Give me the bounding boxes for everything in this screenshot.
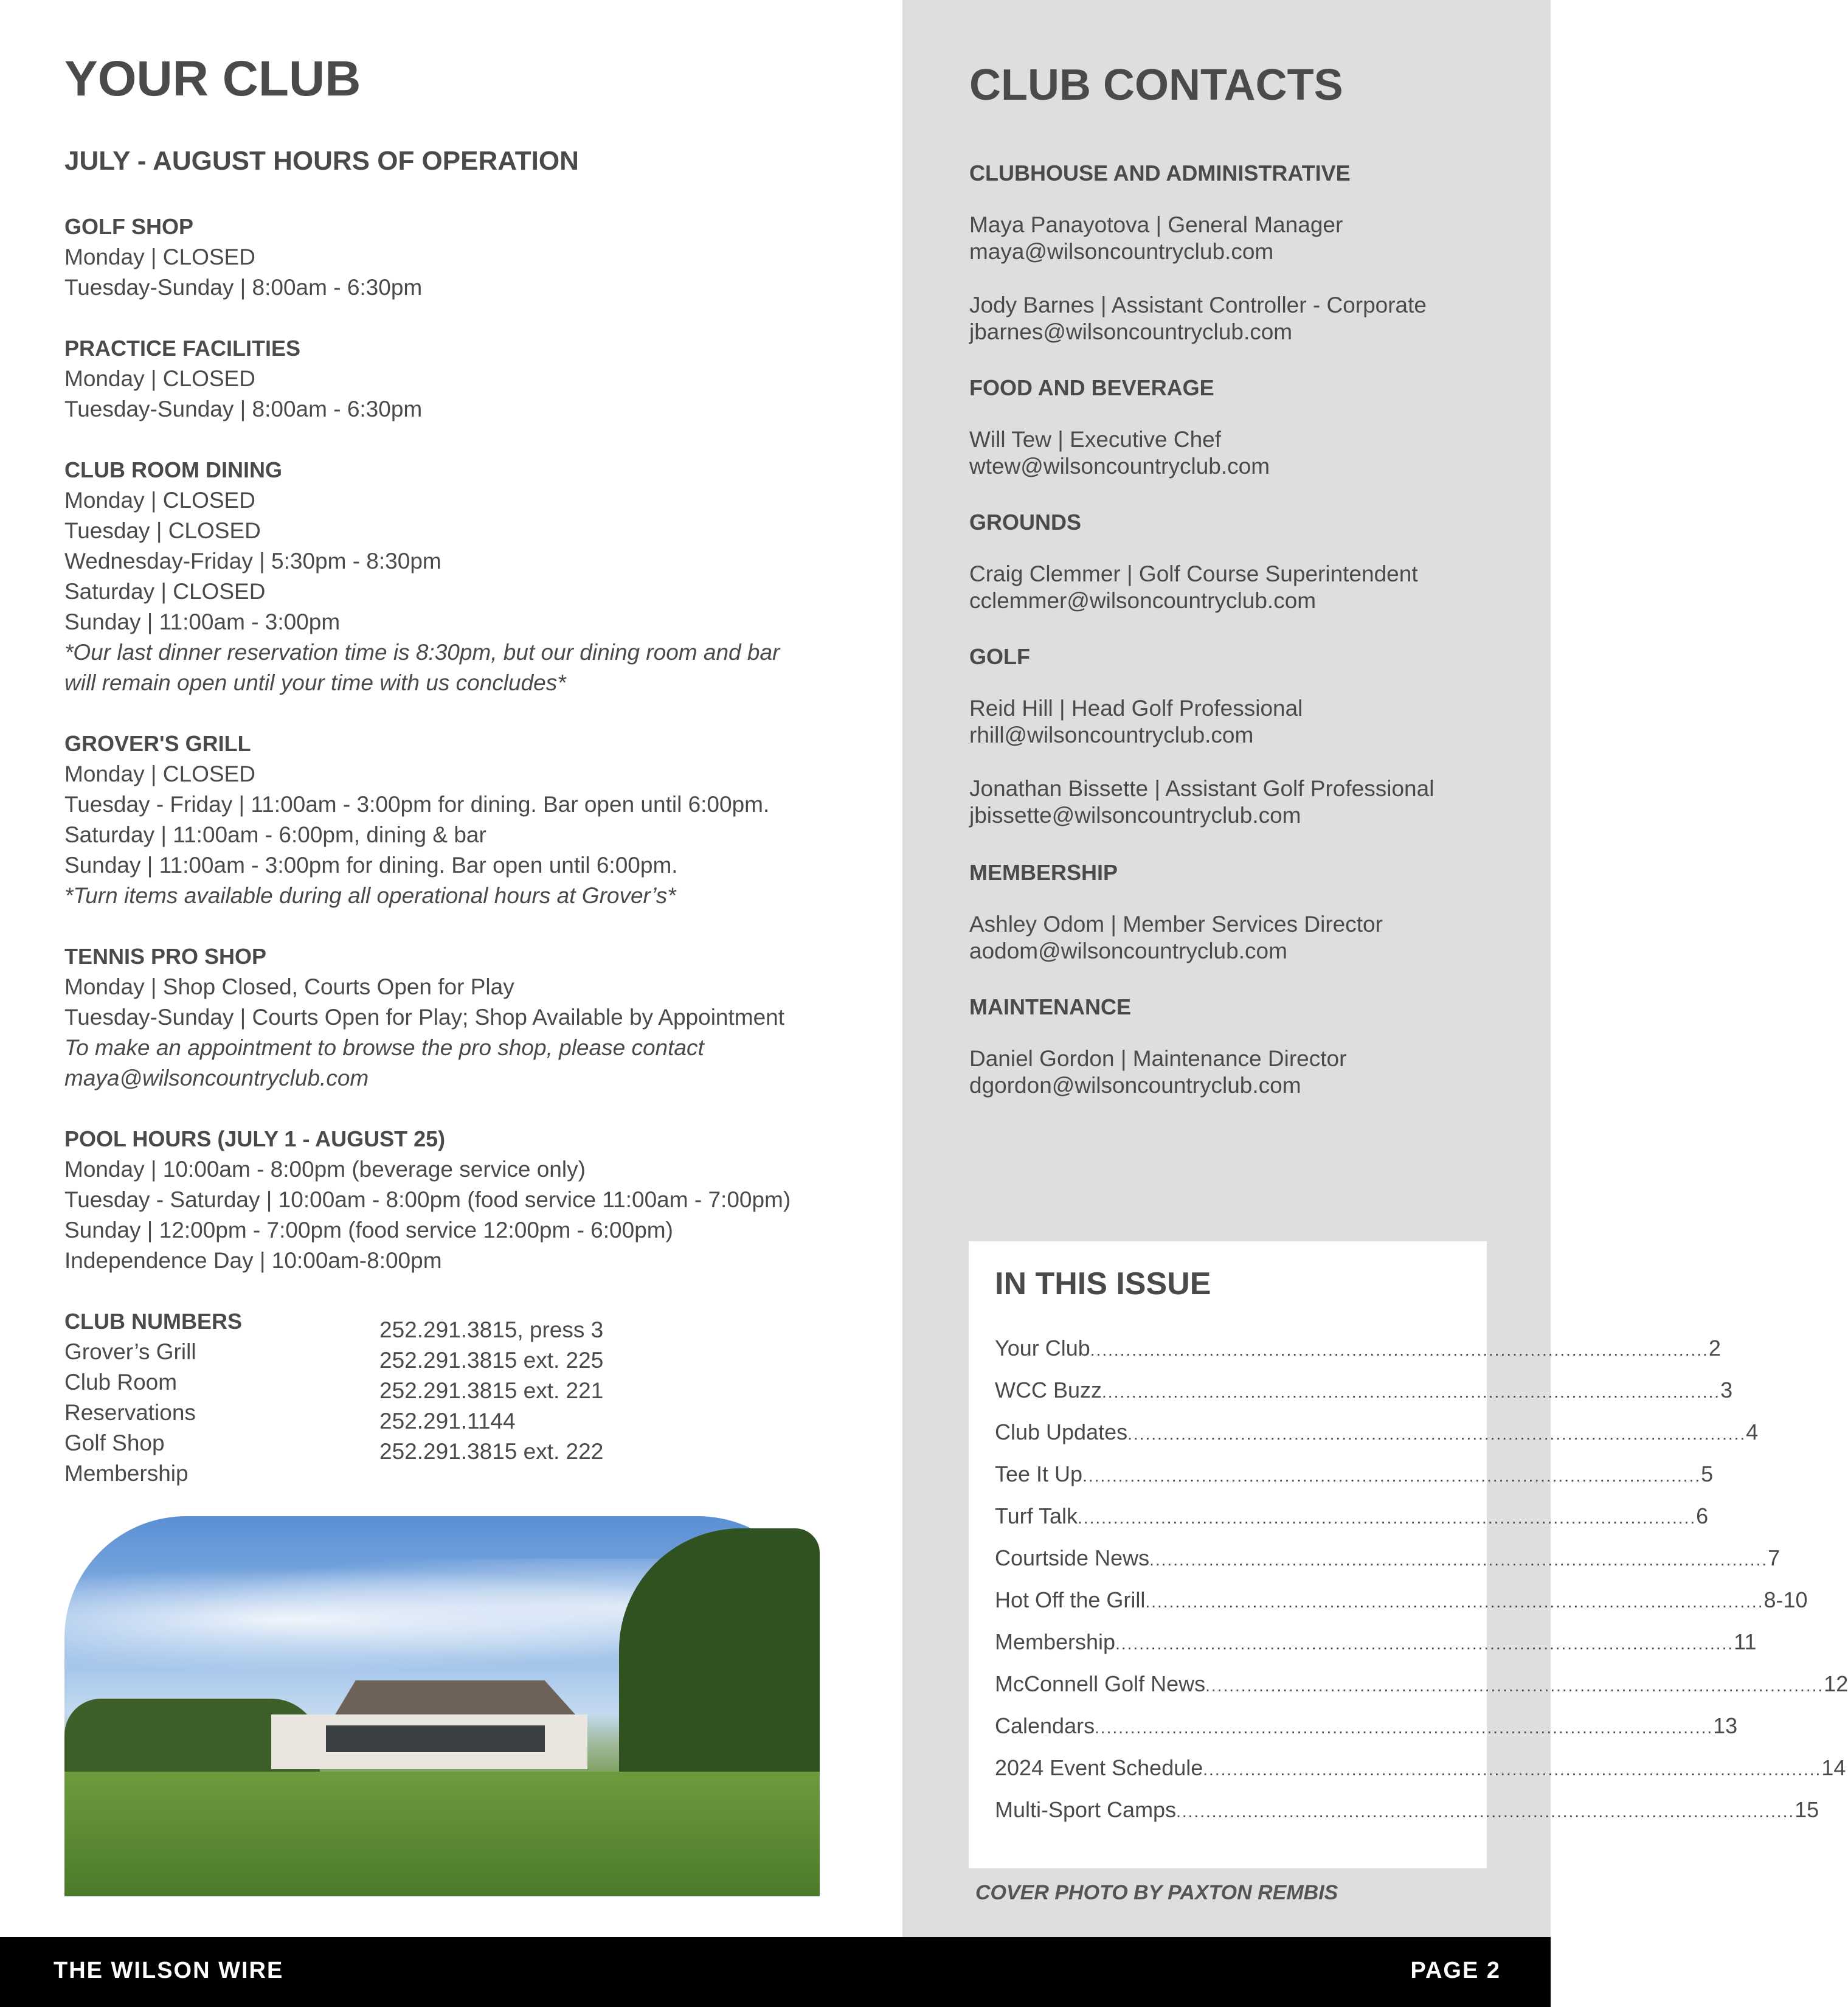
tennis-section xyxy=(64,941,867,1094)
toc-title: Calendars xyxy=(995,1713,1095,1738)
grill-note: *Turn items available during all operational hours at Grover’s* xyxy=(64,883,676,908)
hours-line: Monday | CLOSED xyxy=(64,244,255,269)
toc-leader: ........................................................................................................ xyxy=(1203,1760,1822,1779)
contact-name: Daniel Gordon | Maintenance Director xyxy=(969,1046,1347,1071)
toc-title: 2024 Event Schedule xyxy=(995,1755,1203,1780)
hours-line: Tuesday - Friday | 11:00am - 3:00pm for dining. Bar open until 6:00pm. xyxy=(64,792,770,817)
pool-section xyxy=(64,1124,867,1276)
clubhouse-building xyxy=(271,1680,587,1772)
toc-item[interactable] xyxy=(995,1498,1709,1540)
section-title: GOLF SHOP xyxy=(64,214,194,239)
number-label: Membership xyxy=(64,1461,189,1486)
contact-email-link[interactable]: wtew@wilsoncountryclub.com xyxy=(969,454,1270,479)
hours-line: Sunday | 12:00pm - 7:00pm (food service 12:00pm - 6:00pm) xyxy=(64,1218,673,1243)
toc-leader: ........................................................................................................ xyxy=(1090,1340,1709,1359)
toc-page: 12 xyxy=(1824,1671,1848,1696)
contact-email-link[interactable]: jbarnes@wilsoncountryclub.com xyxy=(969,319,1293,344)
toc-item[interactable] xyxy=(995,1708,1738,1750)
hours-line: Sunday | 11:00am - 3:00pm for dining. Bar open until 6:00pm. xyxy=(64,853,678,878)
contact-section-title: MAINTENANCE xyxy=(969,994,1131,1019)
toc-item[interactable] xyxy=(995,1372,1733,1414)
toc-page: 11 xyxy=(1734,1629,1757,1654)
page-title: YOUR CLUB xyxy=(64,51,361,106)
toc-title: Multi-Sport Camps xyxy=(995,1797,1177,1822)
toc-title: Your Club xyxy=(995,1336,1090,1361)
section-title: PRACTICE FACILITIES xyxy=(64,336,301,361)
contact-email-link[interactable]: jbissette@wilsoncountryclub.com xyxy=(969,803,1301,828)
publication-name: THE WILSON WIRE xyxy=(54,1958,284,1983)
hours-line: Independence Day | 10:00am-8:00pm xyxy=(64,1248,442,1273)
toc-title: Hot Off the Grill xyxy=(995,1587,1146,1612)
toc-leader: ........................................................................................................ xyxy=(1115,1634,1734,1653)
contact-email-link[interactable]: aodom@wilsoncountryclub.com xyxy=(969,938,1287,963)
contact-email-link[interactable]: dgordon@wilsoncountryclub.com xyxy=(969,1073,1301,1098)
toc-title: Membership xyxy=(995,1629,1116,1654)
in-this-issue-box xyxy=(969,1241,1848,1868)
hours-line: Tuesday-Sunday | 8:00am - 6:30pm xyxy=(64,275,423,300)
toc-page: 13 xyxy=(1713,1713,1738,1738)
toc-item[interactable] xyxy=(995,1540,1781,1582)
hours-line: Monday | CLOSED xyxy=(64,761,255,786)
hours-subtitle: JULY - AUGUST HOURS OF OPERATION xyxy=(64,146,579,176)
toc-title: Tee It Up xyxy=(995,1461,1083,1486)
contact-name: Jody Barnes | Assistant Controller - Corporate xyxy=(969,293,1427,317)
toc-title: Courtside News xyxy=(995,1545,1150,1570)
toc-page: 8-10 xyxy=(1763,1587,1808,1612)
section-title: CLUB ROOM DINING xyxy=(64,457,282,482)
contact-section-grounds xyxy=(969,507,1529,614)
hours-line: Monday | Shop Closed, Courts Open for Play xyxy=(64,974,514,999)
contact-email-link[interactable]: cclemmer@wilsoncountryclub.com xyxy=(969,588,1317,613)
grill-section xyxy=(64,729,867,911)
section-title: TENNIS PRO SHOP xyxy=(64,944,267,969)
hours-line: Wednesday-Friday | 5:30pm - 8:30pm xyxy=(64,549,441,574)
toc-item[interactable] xyxy=(995,1624,1757,1666)
number-label: Golf Shop xyxy=(64,1430,165,1455)
hours-line: Tuesday-Sunday | 8:00am - 6:30pm xyxy=(64,397,423,421)
contact-section-membership xyxy=(969,858,1529,965)
toc-leader: ........................................................................................................ xyxy=(1078,1508,1697,1527)
hours-line: Monday | CLOSED xyxy=(64,366,255,391)
contact-name: Will Tew | Executive Chef xyxy=(969,427,1222,452)
contact-email-link[interactable]: maya@wilsoncountryclub.com xyxy=(969,239,1274,264)
contact-name: Maya Panayotova | General Manager xyxy=(969,212,1343,237)
building-roof xyxy=(320,1680,575,1714)
toc-item[interactable] xyxy=(995,1582,1808,1624)
golf-shop-section xyxy=(64,212,867,303)
hours-line: Saturday | CLOSED xyxy=(64,579,266,604)
contact-section-title: CLUBHOUSE AND ADMINISTRATIVE xyxy=(969,161,1351,185)
number-label: Club Room xyxy=(64,1370,178,1395)
toc-title: Turf Talk xyxy=(995,1503,1078,1528)
section-title: CLUB NUMBERS xyxy=(64,1309,242,1334)
contact-section-title: GROUNDS xyxy=(969,510,1082,535)
number-values xyxy=(379,1315,744,1467)
toc-item[interactable] xyxy=(995,1792,1819,1834)
photo-credit: COVER PHOTO BY PAXTON REMBIS xyxy=(975,1881,1338,1904)
toc-page: 15 xyxy=(1794,1797,1819,1822)
page-number: PAGE 2 xyxy=(1410,1958,1501,1983)
toc-leader: ........................................................................................................ xyxy=(1082,1466,1701,1485)
phone-number: 252.291.1144 xyxy=(379,1409,516,1433)
contact-section-food xyxy=(969,373,1529,480)
tennis-note: To make an appointment to browse the pro shop, please contact xyxy=(64,1035,704,1060)
hours-line: Tuesday - Saturday | 10:00am - 8:00pm (food service 11:00am - 7:00pm) xyxy=(64,1187,791,1212)
toc-leader: ........................................................................................................ xyxy=(1127,1424,1746,1443)
lawn xyxy=(64,1772,820,1896)
section-title: POOL HOURS (JULY 1 - AUGUST 25) xyxy=(64,1126,446,1151)
number-label: Grover’s Grill xyxy=(64,1339,196,1364)
contact-section-title: FOOD AND BEVERAGE xyxy=(969,375,1214,400)
toc-leader: ........................................................................................................ xyxy=(1149,1550,1768,1569)
building-windows xyxy=(326,1725,545,1752)
toc-leader: ........................................................................................................ xyxy=(1205,1676,1824,1695)
toc-title: WCC Buzz xyxy=(995,1378,1102,1402)
toc-page: 5 xyxy=(1701,1461,1714,1486)
table-of-contents xyxy=(995,1330,1848,1834)
contact-section-golf xyxy=(969,642,1529,829)
toc-page: 14 xyxy=(1821,1755,1846,1780)
contact-name: Ashley Odom | Member Services Director xyxy=(969,912,1383,937)
contact-section-admin xyxy=(969,158,1529,345)
tennis-email-link[interactable]: maya@wilsoncountryclub.com xyxy=(64,1066,369,1090)
toc-title: Club Updates xyxy=(995,1419,1128,1444)
contact-email-link[interactable]: rhill@wilsoncountryclub.com xyxy=(969,723,1254,747)
toc-leader: ........................................................................................................ xyxy=(1095,1718,1714,1737)
hours-line: Saturday | 11:00am - 6:00pm, dining & bar xyxy=(64,822,486,847)
club-room-section xyxy=(64,455,867,698)
toc-page: 3 xyxy=(1720,1378,1733,1402)
toc-item[interactable] xyxy=(995,1750,1846,1792)
hours-line: Tuesday-Sunday | Courts Open for Play; Shop Available by Appointment xyxy=(64,1005,785,1030)
practice-section xyxy=(64,333,867,425)
number-label: Reservations xyxy=(64,1400,196,1425)
hours-line: Monday | CLOSED xyxy=(64,488,255,513)
issue-title: IN THIS ISSUE xyxy=(995,1266,1211,1302)
phone-number: 252.291.3815, press 3 xyxy=(379,1317,604,1342)
dining-note: *Our last dinner reservation time is 8:30pm, but our dining room and bar xyxy=(64,640,780,665)
club-contacts-column xyxy=(969,55,1517,1098)
contact-section-maintenance xyxy=(969,992,1529,1099)
toc-item[interactable] xyxy=(995,1414,1759,1456)
toc-page: 4 xyxy=(1746,1419,1759,1444)
hours-line: Monday | 10:00am - 8:00pm (beverage service only) xyxy=(64,1157,586,1182)
phone-number: 252.291.3815 ext. 222 xyxy=(379,1439,604,1464)
section-title: GROVER'S GRILL xyxy=(64,731,251,756)
contact-name: Craig Clemmer | Golf Course Superintendent xyxy=(969,561,1418,586)
toc-page: 2 xyxy=(1708,1336,1721,1361)
dining-note: will remain open until your time with us concludes* xyxy=(64,670,566,695)
clubhouse-photo xyxy=(64,1516,820,1896)
contact-name: Reid Hill | Head Golf Professional xyxy=(969,696,1303,721)
toc-title: McConnell Golf News xyxy=(995,1671,1206,1696)
number-labels xyxy=(64,1306,369,1489)
hours-line: Sunday | 11:00am - 3:00pm xyxy=(64,609,341,634)
contact-section-title: MEMBERSHIP xyxy=(969,860,1118,885)
toc-item[interactable] xyxy=(995,1666,1848,1708)
toc-page: 6 xyxy=(1696,1503,1709,1528)
toc-leader: ........................................................................................................ xyxy=(1176,1802,1795,1821)
your-club-column xyxy=(64,49,855,1486)
contact-section-title: GOLF xyxy=(969,644,1030,669)
toc-page: 7 xyxy=(1768,1545,1781,1570)
contacts-title: CLUB CONTACTS xyxy=(969,61,1343,109)
phone-number: 252.291.3815 ext. 225 xyxy=(379,1348,604,1373)
footer-bar xyxy=(0,1937,1551,2007)
phone-number: 252.291.3815 ext. 221 xyxy=(379,1378,604,1403)
hours-line: Tuesday | CLOSED xyxy=(64,518,261,543)
toc-item[interactable] xyxy=(995,1456,1714,1498)
toc-leader: ........................................................................................................ xyxy=(1102,1382,1721,1401)
toc-leader: ........................................................................................................ xyxy=(1145,1592,1764,1611)
toc-item[interactable] xyxy=(995,1330,1721,1372)
contact-name: Jonathan Bissette | Assistant Golf Professional xyxy=(969,776,1434,801)
